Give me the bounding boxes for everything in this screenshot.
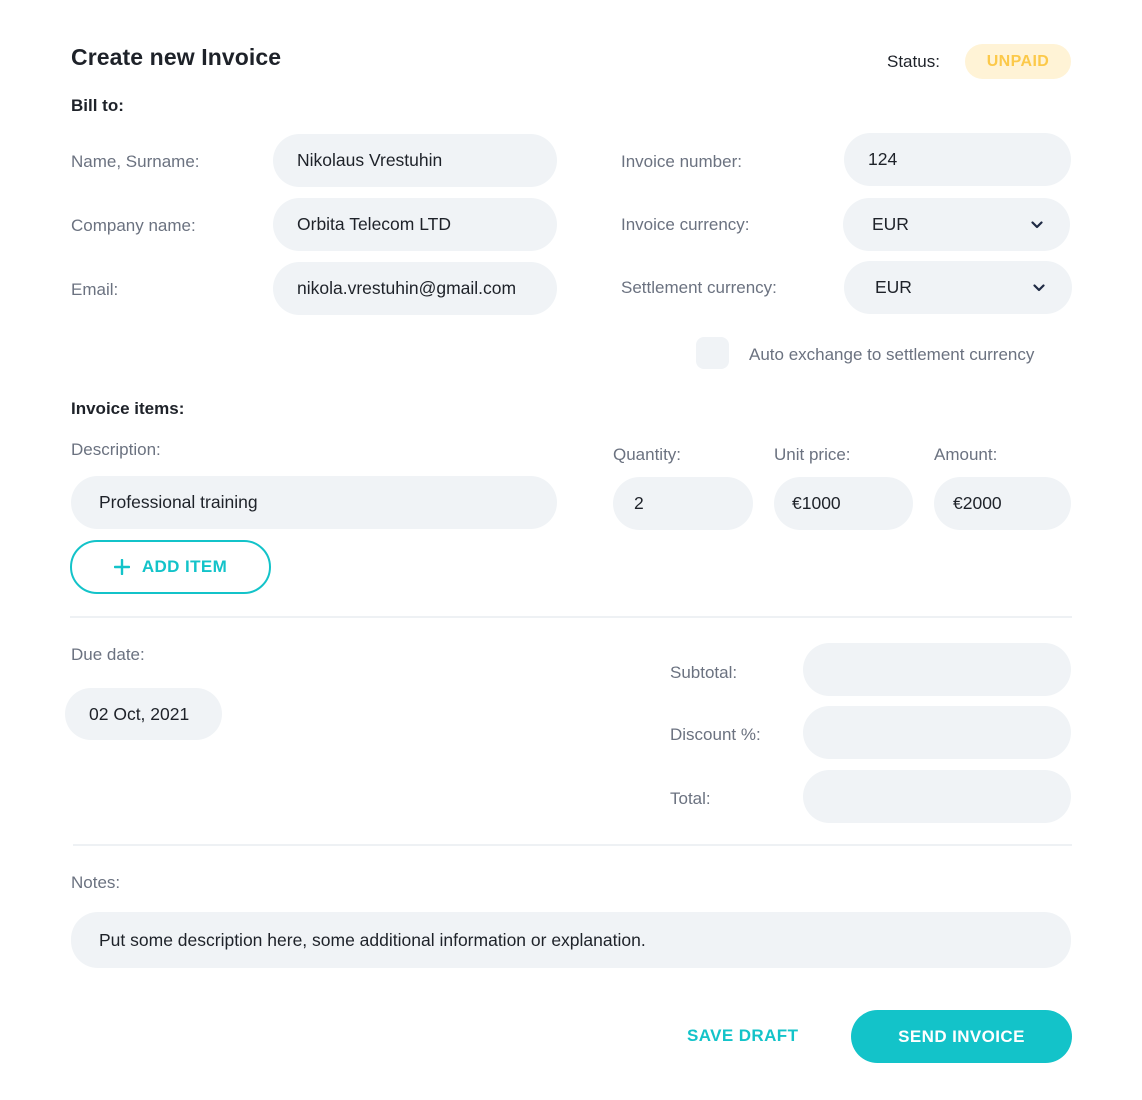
amount-label: Amount: <box>934 445 998 464</box>
add-item-label: ADD ITEM <box>141 557 228 576</box>
company-label: Company name: <box>71 216 196 235</box>
email-field[interactable]: nikola.vrestuhin@gmail.com <box>273 262 557 315</box>
unit-price-label: Unit price: <box>774 445 851 464</box>
discount-label: Discount %: <box>670 725 761 744</box>
invoice-currency-value: EUR <box>872 214 909 234</box>
auto-exchange-label[interactable]: Auto exchange to settlement currency <box>749 345 1035 364</box>
invoice-number-field[interactable]: 124 <box>844 133 1071 186</box>
invoice-currency-label: Invoice currency: <box>621 215 750 234</box>
item-quantity-field[interactable]: 2 <box>613 477 753 530</box>
invoice-currency-select[interactable] <box>843 198 1070 251</box>
total-label: Total: <box>670 789 711 808</box>
status-badge: UNPAID <box>965 44 1071 79</box>
settlement-currency-select[interactable] <box>844 261 1072 314</box>
status-label: Status: <box>887 52 940 71</box>
email-label: Email: <box>71 280 119 299</box>
notes-label: Notes: <box>71 873 121 892</box>
add-item-button[interactable] <box>70 540 271 594</box>
subtotal-field[interactable] <box>803 643 1071 696</box>
item-description-field[interactable]: Professional training <box>71 476 557 529</box>
item-amount-field[interactable]: €2000 <box>934 477 1071 530</box>
quantity-label: Quantity: <box>613 445 682 464</box>
save-draft-button[interactable]: SAVE DRAFT <box>687 1026 799 1045</box>
discount-field[interactable] <box>803 706 1071 759</box>
due-date-field[interactable]: 02 Oct, 2021 <box>65 688 222 740</box>
send-invoice-button[interactable]: SEND INVOICE <box>851 1010 1072 1063</box>
item-unit-price-field[interactable]: €1000 <box>774 477 913 530</box>
bill-to-heading: Bill to: <box>71 96 124 115</box>
total-field[interactable] <box>803 770 1071 823</box>
auto-exchange-checkbox[interactable] <box>696 337 729 369</box>
chevron-down-icon <box>1032 281 1046 295</box>
description-label: Description: <box>71 440 161 459</box>
section-divider <box>70 616 1072 618</box>
settlement-currency-value: EUR <box>875 277 912 297</box>
plus-icon <box>114 559 130 575</box>
invoice-number-label: Invoice number: <box>621 152 742 171</box>
page-title: Create new Invoice <box>71 44 282 70</box>
notes-field[interactable]: Put some description here, some additional information or explanation. <box>71 912 1071 968</box>
chevron-down-icon <box>1030 218 1044 232</box>
company-field[interactable]: Orbita Telecom LTD <box>273 198 557 251</box>
due-date-label: Due date: <box>71 645 145 664</box>
name-label: Name, Surname: <box>71 152 200 171</box>
section-divider <box>73 844 1072 846</box>
settlement-currency-label: Settlement currency: <box>621 278 777 297</box>
subtotal-label: Subtotal: <box>670 663 738 682</box>
invoice-items-heading: Invoice items: <box>71 399 185 418</box>
name-field[interactable]: Nikolaus Vrestuhin <box>273 134 557 187</box>
